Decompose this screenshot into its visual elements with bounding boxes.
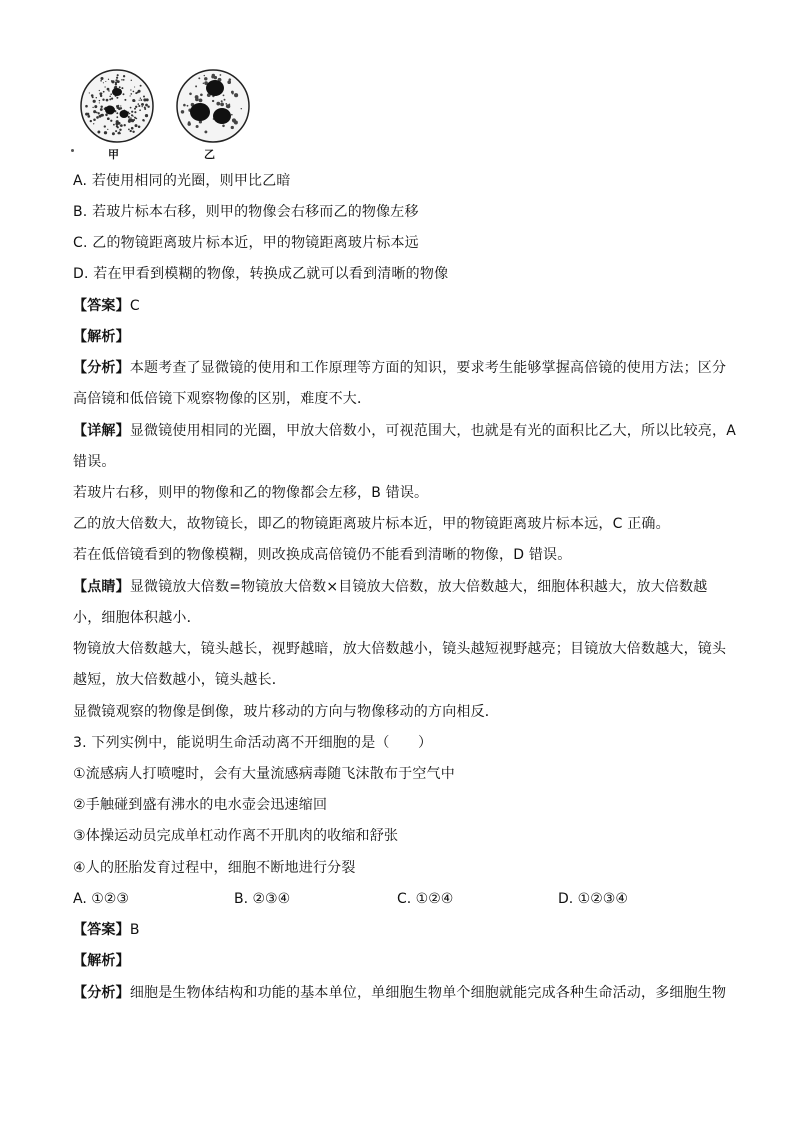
cell-speck bbox=[222, 125, 225, 128]
q2-fenxi-line-1 bbox=[73, 358, 726, 378]
cell-speck bbox=[196, 98, 198, 100]
cell-speck bbox=[105, 114, 108, 117]
cell-speck bbox=[130, 117, 131, 118]
cell-speck bbox=[139, 100, 140, 101]
cell-speck bbox=[119, 86, 121, 88]
cell-speck bbox=[225, 103, 227, 105]
cell-speck bbox=[204, 75, 205, 76]
cell-speck bbox=[129, 113, 130, 114]
cell-speck bbox=[104, 131, 107, 134]
q2-fenxi-line-2: 高倍镜和低倍镜下观察物像的区别，难度不大． bbox=[73, 391, 372, 407]
cell-speck bbox=[99, 90, 100, 91]
cell-speck bbox=[226, 104, 230, 108]
cell-speck bbox=[128, 118, 130, 120]
q3-option-b: B. ②③④ bbox=[234, 891, 291, 907]
cell-speck bbox=[112, 132, 115, 135]
cell-speck bbox=[134, 86, 135, 87]
cell-speck bbox=[130, 93, 132, 95]
cell-speck bbox=[116, 116, 118, 118]
cell-speck bbox=[99, 102, 100, 103]
fenxi-tag: 【分析】 bbox=[73, 985, 130, 1001]
cell-speck bbox=[241, 108, 242, 109]
cell-speck bbox=[224, 99, 226, 101]
cell-speck bbox=[212, 100, 214, 102]
xiangjie-text: 显微镜使用相同的光圈，甲放大倍数小，可视范围大，也就是有光的面积比乙大，所以比较亮，A bbox=[129, 423, 736, 439]
cell-speck bbox=[199, 99, 203, 103]
cell-speck bbox=[132, 115, 133, 116]
cell-speck bbox=[87, 115, 90, 118]
cell-speck bbox=[124, 99, 126, 101]
cell-speck bbox=[103, 91, 105, 93]
q2-xiangjie-line-4: 乙的放大倍数大，故物镜长，即乙的物镜距离玻片标本近，甲的物镜距离玻片标本远，C 正确。 bbox=[73, 516, 670, 532]
cell-speck bbox=[203, 82, 205, 84]
q3-fenxi-line-1 bbox=[73, 983, 726, 1003]
cell-speck bbox=[123, 79, 125, 81]
q2-xiangjie-line-3: 若玻片右移，则甲的物像和乙的物像都会左移，B 错误。 bbox=[73, 485, 429, 501]
q2-dianjing-line-1 bbox=[73, 577, 707, 597]
cell-speck bbox=[134, 108, 136, 110]
q2-xiangjie-line-2: 错误。 bbox=[73, 454, 116, 470]
cell-speck bbox=[119, 129, 121, 131]
q3-item-3: ③体操运动员完成单杠动作离不开肌肉的收缩和舒张 bbox=[73, 828, 399, 844]
cell-speck bbox=[140, 97, 141, 98]
cell-speck bbox=[107, 88, 110, 91]
cell-speck bbox=[200, 93, 203, 96]
cell-speck bbox=[130, 130, 132, 132]
cell-speck bbox=[231, 126, 234, 129]
cell-speck bbox=[198, 77, 200, 79]
microscope-fields-image bbox=[72, 68, 262, 148]
cell-speck bbox=[115, 122, 118, 125]
cell-speck bbox=[95, 105, 97, 107]
cell-speck bbox=[147, 105, 149, 107]
cell-speck bbox=[142, 104, 143, 105]
cell-speck bbox=[231, 91, 234, 94]
answer-tag: 【答案】 bbox=[73, 298, 130, 314]
cell-speck bbox=[133, 119, 135, 121]
cell-speck bbox=[105, 81, 106, 82]
cell-speck bbox=[131, 111, 133, 113]
cell-speck bbox=[216, 102, 220, 106]
cell-speck bbox=[132, 99, 135, 102]
cell-speck bbox=[117, 132, 120, 135]
cell-speck bbox=[134, 111, 136, 113]
q2-xiangjie-line-1 bbox=[73, 421, 736, 441]
cell-speck bbox=[113, 124, 115, 126]
cell-speck bbox=[109, 98, 111, 100]
q3-option-c: C. ①②④ bbox=[397, 891, 454, 907]
cell-speck bbox=[131, 127, 134, 130]
q2-option-b: B. 若玻片标本右移，则甲的物像会右移而乙的物像左移 bbox=[73, 204, 419, 220]
stray-mark bbox=[71, 149, 74, 152]
q3-option-d: D. ①②③④ bbox=[558, 891, 628, 907]
q2-dianjing-line-2: 小，细胞体积越小． bbox=[73, 610, 201, 626]
cell-speck bbox=[115, 82, 117, 84]
field-jia bbox=[81, 70, 153, 142]
cell-speck bbox=[109, 96, 111, 98]
q3-stem: 3. 下列实例中，能说明生命活动离不开细胞的是（ ） bbox=[73, 735, 433, 751]
cell-speck bbox=[111, 80, 114, 83]
cell-speck bbox=[90, 120, 92, 122]
cell-speck bbox=[220, 103, 224, 107]
cell-speck bbox=[138, 105, 140, 107]
dianjing-text: 显微镜放大倍数=物镜放大倍数×目镜放大倍数，放大倍数越大，细胞体积越大，放大倍数越 bbox=[129, 579, 708, 595]
cell-speck bbox=[120, 125, 121, 126]
microscope-figure bbox=[72, 68, 262, 160]
q2-option-d: D. 若在甲看到模糊的物像，转换成乙就可以看到清晰的物像 bbox=[73, 266, 449, 282]
cell-speck bbox=[135, 106, 137, 108]
cell-speck bbox=[181, 110, 184, 113]
cell-speck bbox=[142, 106, 143, 107]
cell-speck bbox=[100, 77, 103, 80]
cell-speck bbox=[221, 100, 223, 102]
cell-speck bbox=[146, 99, 148, 101]
cell-speck bbox=[140, 99, 142, 101]
q3-item-2: ②手触碰到盛有沸水的电水壶会迅速缩回 bbox=[73, 797, 328, 813]
q3-answer bbox=[73, 920, 140, 940]
cell-speck bbox=[93, 123, 94, 124]
cell-speck bbox=[93, 100, 96, 103]
cell-speck bbox=[132, 131, 134, 133]
cell-speck bbox=[89, 92, 90, 93]
fenxi-tag: 【分析】 bbox=[73, 360, 130, 376]
cell-speck bbox=[143, 96, 145, 98]
cell-speck bbox=[96, 97, 97, 98]
cell-speck bbox=[130, 107, 132, 109]
cell-speck bbox=[107, 129, 108, 130]
cell-speck bbox=[99, 115, 102, 118]
answer-value: B bbox=[129, 922, 140, 938]
cell-speck bbox=[234, 121, 238, 125]
cell-speck bbox=[196, 125, 199, 128]
cell-speck bbox=[144, 108, 146, 110]
cell-speck bbox=[139, 109, 141, 111]
cell-speck bbox=[135, 118, 136, 119]
cell-speck bbox=[93, 110, 96, 113]
cell-speck bbox=[111, 98, 113, 100]
cell-speck bbox=[101, 93, 102, 94]
cell-speck bbox=[100, 95, 102, 97]
cell-speck bbox=[87, 113, 88, 114]
cell-speck bbox=[120, 105, 121, 106]
cell-speck bbox=[143, 120, 145, 122]
q2-dianjing-line-3: 物镜放大倍数越大，镜头越长，视野越暗，放大倍数越小，镜头越短视野越亮；目镜放大倍数越大，镜头 bbox=[73, 641, 727, 657]
cell-speck bbox=[130, 95, 131, 96]
q2-dianjing-line-4: 越短，放大倍数越小，镜头越长． bbox=[73, 672, 286, 688]
cell-speck bbox=[135, 124, 138, 127]
cell-speck bbox=[183, 104, 186, 107]
cell-speck bbox=[108, 90, 109, 91]
cell-speck bbox=[117, 105, 119, 107]
xiangjie-tag: 【详解】 bbox=[73, 423, 130, 439]
q2-answer bbox=[73, 296, 140, 316]
cell-speck bbox=[231, 114, 233, 116]
cell-speck bbox=[130, 89, 131, 90]
cell-speck bbox=[138, 90, 141, 93]
fenxi-text: 细胞是生物体结构和功能的基本单位，单细胞生物单个细胞就能完成各种生命活动，多细胞生物 bbox=[129, 985, 727, 1001]
cell-speck bbox=[96, 116, 99, 119]
cell-speck bbox=[204, 77, 207, 80]
cell-speck bbox=[128, 116, 130, 118]
cell-speck bbox=[117, 80, 120, 83]
cell-speck bbox=[187, 105, 189, 107]
cell-speck bbox=[128, 129, 130, 131]
dianjing-tag: 【点睛】 bbox=[73, 579, 130, 595]
cell-speck bbox=[133, 91, 135, 93]
q3-option-a: A. ①②③ bbox=[73, 891, 129, 907]
cell-speck bbox=[145, 114, 148, 117]
cell-speck bbox=[93, 119, 96, 122]
fenxi-text: 本题考查了显微镜的使用和工作原理等方面的知识，要求考生能够掌握高倍镜的使用方法；区分 bbox=[129, 360, 727, 376]
cell-speck bbox=[103, 82, 104, 83]
q2-analysis-tag: 【解析】 bbox=[73, 329, 130, 345]
q2-xiangjie-line-5: 若在低倍镜看到的物像模糊，则改换成高倍镜仍不能看到清晰的物像，D 错误。 bbox=[73, 547, 572, 563]
cell-speck bbox=[106, 99, 109, 102]
cell-speck bbox=[189, 93, 192, 96]
cell-speck bbox=[124, 124, 126, 126]
cell-speck bbox=[121, 87, 123, 89]
cell-speck bbox=[214, 76, 217, 79]
answer-tag: 【答案】 bbox=[73, 922, 130, 938]
cell-speck bbox=[100, 80, 102, 82]
q2-option-c: C. 乙的物镜距离玻片标本近，甲的物镜距离玻片标本远 bbox=[73, 235, 419, 251]
cell-speck bbox=[104, 125, 106, 127]
figure-label-yi: 乙 bbox=[204, 148, 215, 161]
cell-speck bbox=[116, 125, 118, 127]
cell-speck bbox=[188, 121, 191, 124]
cell-speck bbox=[140, 85, 142, 87]
cell-speck bbox=[118, 122, 120, 124]
cell-speck bbox=[91, 94, 94, 97]
cell-speck bbox=[116, 112, 118, 114]
cell-speck bbox=[220, 74, 222, 76]
field-yi bbox=[177, 70, 249, 142]
cell-speck bbox=[138, 126, 141, 129]
cell-speck bbox=[204, 130, 207, 133]
cell-speck bbox=[121, 79, 123, 81]
cell-speck bbox=[131, 80, 132, 81]
cell-speck bbox=[110, 120, 112, 122]
cell-speck bbox=[100, 106, 102, 108]
cell-speck bbox=[116, 77, 118, 79]
cell-speck bbox=[223, 95, 225, 97]
cell-speck bbox=[108, 79, 109, 80]
cell-speck bbox=[123, 93, 125, 95]
q3-analysis-tag: 【解析】 bbox=[73, 953, 130, 969]
cell-speck bbox=[110, 93, 112, 95]
cell-speck bbox=[145, 104, 148, 107]
cell-speck bbox=[102, 99, 104, 101]
cell-speck bbox=[115, 130, 117, 132]
cell-speck bbox=[123, 75, 125, 77]
cell-speck bbox=[100, 108, 103, 111]
cell-speck bbox=[137, 103, 139, 105]
figure-label-jia: 甲 bbox=[108, 148, 119, 161]
q2-dianjing-line-5: 显微镜观察的物像是倒像，玻片移动的方向与物像移动的方向相反． bbox=[73, 704, 499, 720]
cell-speck bbox=[116, 97, 118, 99]
cell-speck bbox=[104, 86, 105, 87]
q2-option-a: A. 若使用相同的光圈，则甲比乙暗 bbox=[73, 173, 291, 189]
cell-speck bbox=[97, 131, 100, 134]
cell-speck bbox=[98, 112, 100, 114]
cell-speck bbox=[195, 85, 197, 87]
q3-item-4: ④人的胚胎发育过程中，细胞不断地进行分裂 bbox=[73, 860, 356, 876]
cell-speck bbox=[107, 117, 110, 120]
q3-item-1: ①流感病人打喷嚏时，会有大量流感病毒随飞沫散布于空气中 bbox=[73, 766, 455, 782]
cell-speck bbox=[227, 80, 231, 84]
cell-speck bbox=[99, 100, 100, 101]
cell-speck bbox=[117, 74, 119, 76]
cell-speck bbox=[118, 107, 121, 110]
cell-speck bbox=[234, 93, 238, 97]
cell-speck bbox=[85, 105, 88, 108]
answer-value: C bbox=[129, 298, 140, 314]
cell-speck bbox=[92, 107, 93, 108]
